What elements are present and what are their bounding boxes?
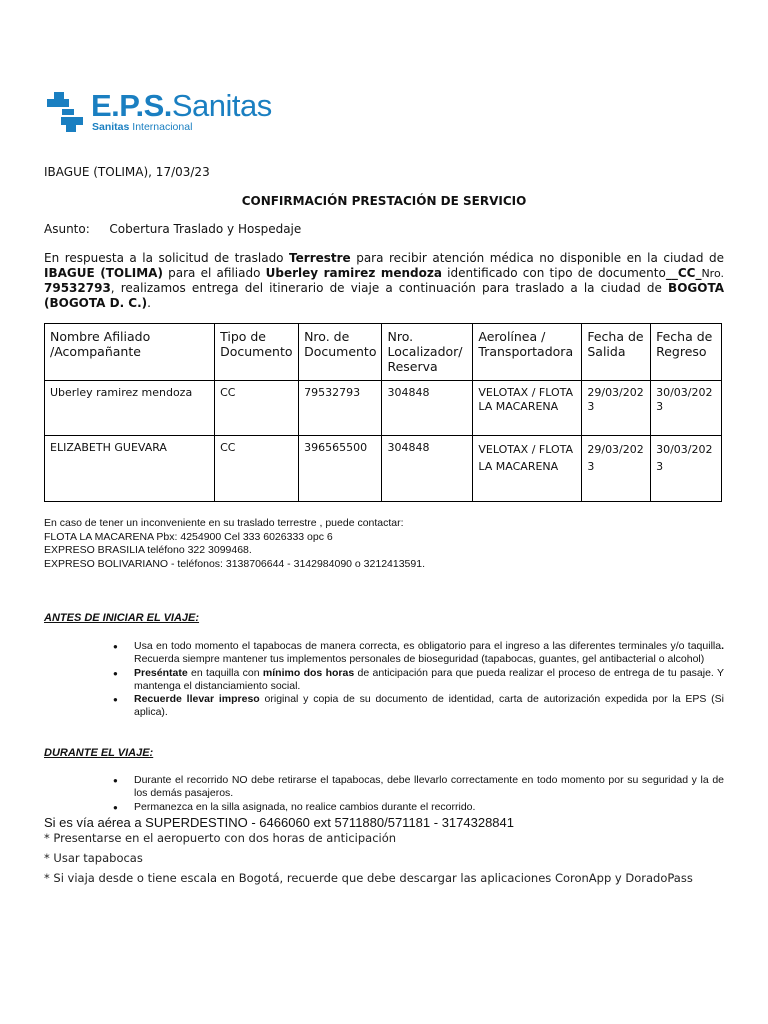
logo-subtitle: Sanitas Internacional: [92, 121, 193, 133]
column-header: Fecha de Regreso: [651, 324, 722, 381]
list-item: ● Preséntate en taquilla con mínimo dos horas de anticipación para que pueda realizar el proceso de entrega de tu pasaje. Y mantenga el distanciamiento social.: [134, 667, 724, 694]
column-header: Nro. de Documento: [299, 324, 382, 381]
table-cell: ELIZABETH GUEVARA: [45, 436, 215, 502]
during-trip-title: DURANTE EL VIAJE:: [44, 747, 154, 759]
column-header: Aerolínea / Transportadora: [473, 324, 582, 381]
table-cell: 29/03/2023: [582, 381, 651, 436]
table-cell: 396565500: [299, 436, 382, 502]
table-cell: 30/03/2023: [651, 436, 722, 502]
before-trip-list: [134, 640, 724, 720]
table-header-row: [45, 324, 722, 381]
table-cell: CC: [215, 381, 299, 436]
note-line: * Si viaja desde o tiene escala en Bogotá, recuerde que debe descargar las aplicaciones CoronApp y DoradoPass: [44, 871, 693, 885]
intro-paragraph: En respuesta a la solicitud de traslado Terrestre para recibir atención médica no disponible en la ciudad de IBAGUE (TOLIMA) para el afiliado Uberley ramirez mendoza identificado con tipo de documento__CC_Nro. 79532793, realizamos entrega del itinerario de viaje a continuación para traslado a la ciudad de BOGOTA (BOGOTA D. C.).: [44, 251, 725, 310]
column-header: Tipo de Documento: [215, 324, 299, 381]
contact-line: EXPRESO BRASILIA teléfono 322 3099468.: [44, 544, 252, 556]
subject-value: Cobertura Traslado y Hospedaje: [109, 222, 302, 236]
itinerary-table: [44, 323, 722, 502]
contact-line: En caso de tener un inconveniente en su traslado terrestre , puede contactar:: [44, 517, 404, 529]
table-cell: VELOTAX / FLOTA LA MACARENA: [473, 381, 582, 436]
table-cell: CC: [215, 436, 299, 502]
table-row: [45, 381, 722, 436]
before-trip-title: ANTES DE INICIAR EL VIAJE:: [44, 612, 200, 624]
column-header: Fecha de Salida: [582, 324, 651, 381]
table-cell: 79532793: [299, 381, 382, 436]
table-row: [45, 436, 722, 502]
subject-label: Asunto:: [44, 222, 90, 236]
table-cell: 304848: [382, 436, 473, 502]
table-cell: 304848: [382, 381, 473, 436]
table-cell: VELOTAX / FLOTA LA MACARENA: [473, 436, 582, 502]
list-item: ● Durante el recorrido NO debe retirarse el tapabocas, debe llevarlo correctamente en todo momento por su seguridad y la de los demás pasajeros.: [134, 774, 724, 801]
place-date: IBAGUE (TOLIMA), 17/03/23: [44, 165, 210, 179]
subject-line: [44, 222, 301, 237]
during-trip-list: [134, 774, 724, 814]
document-title: CONFIRMACIÓN PRESTACIÓN DE SERVICIO: [241, 194, 527, 208]
table-cell: 29/03/2023: [582, 436, 651, 502]
air-travel-contact: Si es vía aérea a SUPERDESTINO - 6466060 ext 5711880/571181 - 3174328841: [44, 815, 514, 830]
column-header: Nombre Afiliado /Acompañante: [45, 324, 215, 381]
table-cell: Uberley ramirez mendoza: [45, 381, 215, 436]
list-item: ● Usa en todo momento el tapabocas de manera correcta, es obligatorio para el ingreso a las diferentes terminales y/o taquilla. Recuerda siempre mantener tus implementos personales de bioseguridad (tapabocas, guantes, gel antibacterial o alcohol): [134, 640, 724, 667]
logo-wordmark: E.P.S.Sanitas: [91, 88, 272, 123]
note-line: * Presentarse en el aeropuerto con dos horas de anticipación: [44, 831, 397, 845]
table-cell: 30/03/2023: [651, 381, 722, 436]
list-item: ● Permanezca en la silla asignada, no realice cambios durante el recorrido.: [134, 801, 724, 814]
sanitas-cross-icon: [47, 92, 83, 132]
eps-sanitas-logo: [47, 88, 277, 137]
contact-line: EXPRESO BOLIVARIANO - teléfonos: 3138706644 - 3142984090 o 3212413591.: [44, 557, 425, 570]
contact-line: FLOTA LA MACARENA Pbx: 4254900 Cel 333 6026333 opc 6: [44, 530, 333, 543]
column-header: Nro. Localizador/ Reserva: [382, 324, 473, 381]
list-item: ● Recuerde llevar impreso original y copia de su documento de identidad, carta de autorización expedida por la EPS (Si aplica).: [134, 693, 724, 720]
contact-info: [44, 517, 425, 571]
note-line: * Usar tapabocas: [44, 851, 143, 865]
